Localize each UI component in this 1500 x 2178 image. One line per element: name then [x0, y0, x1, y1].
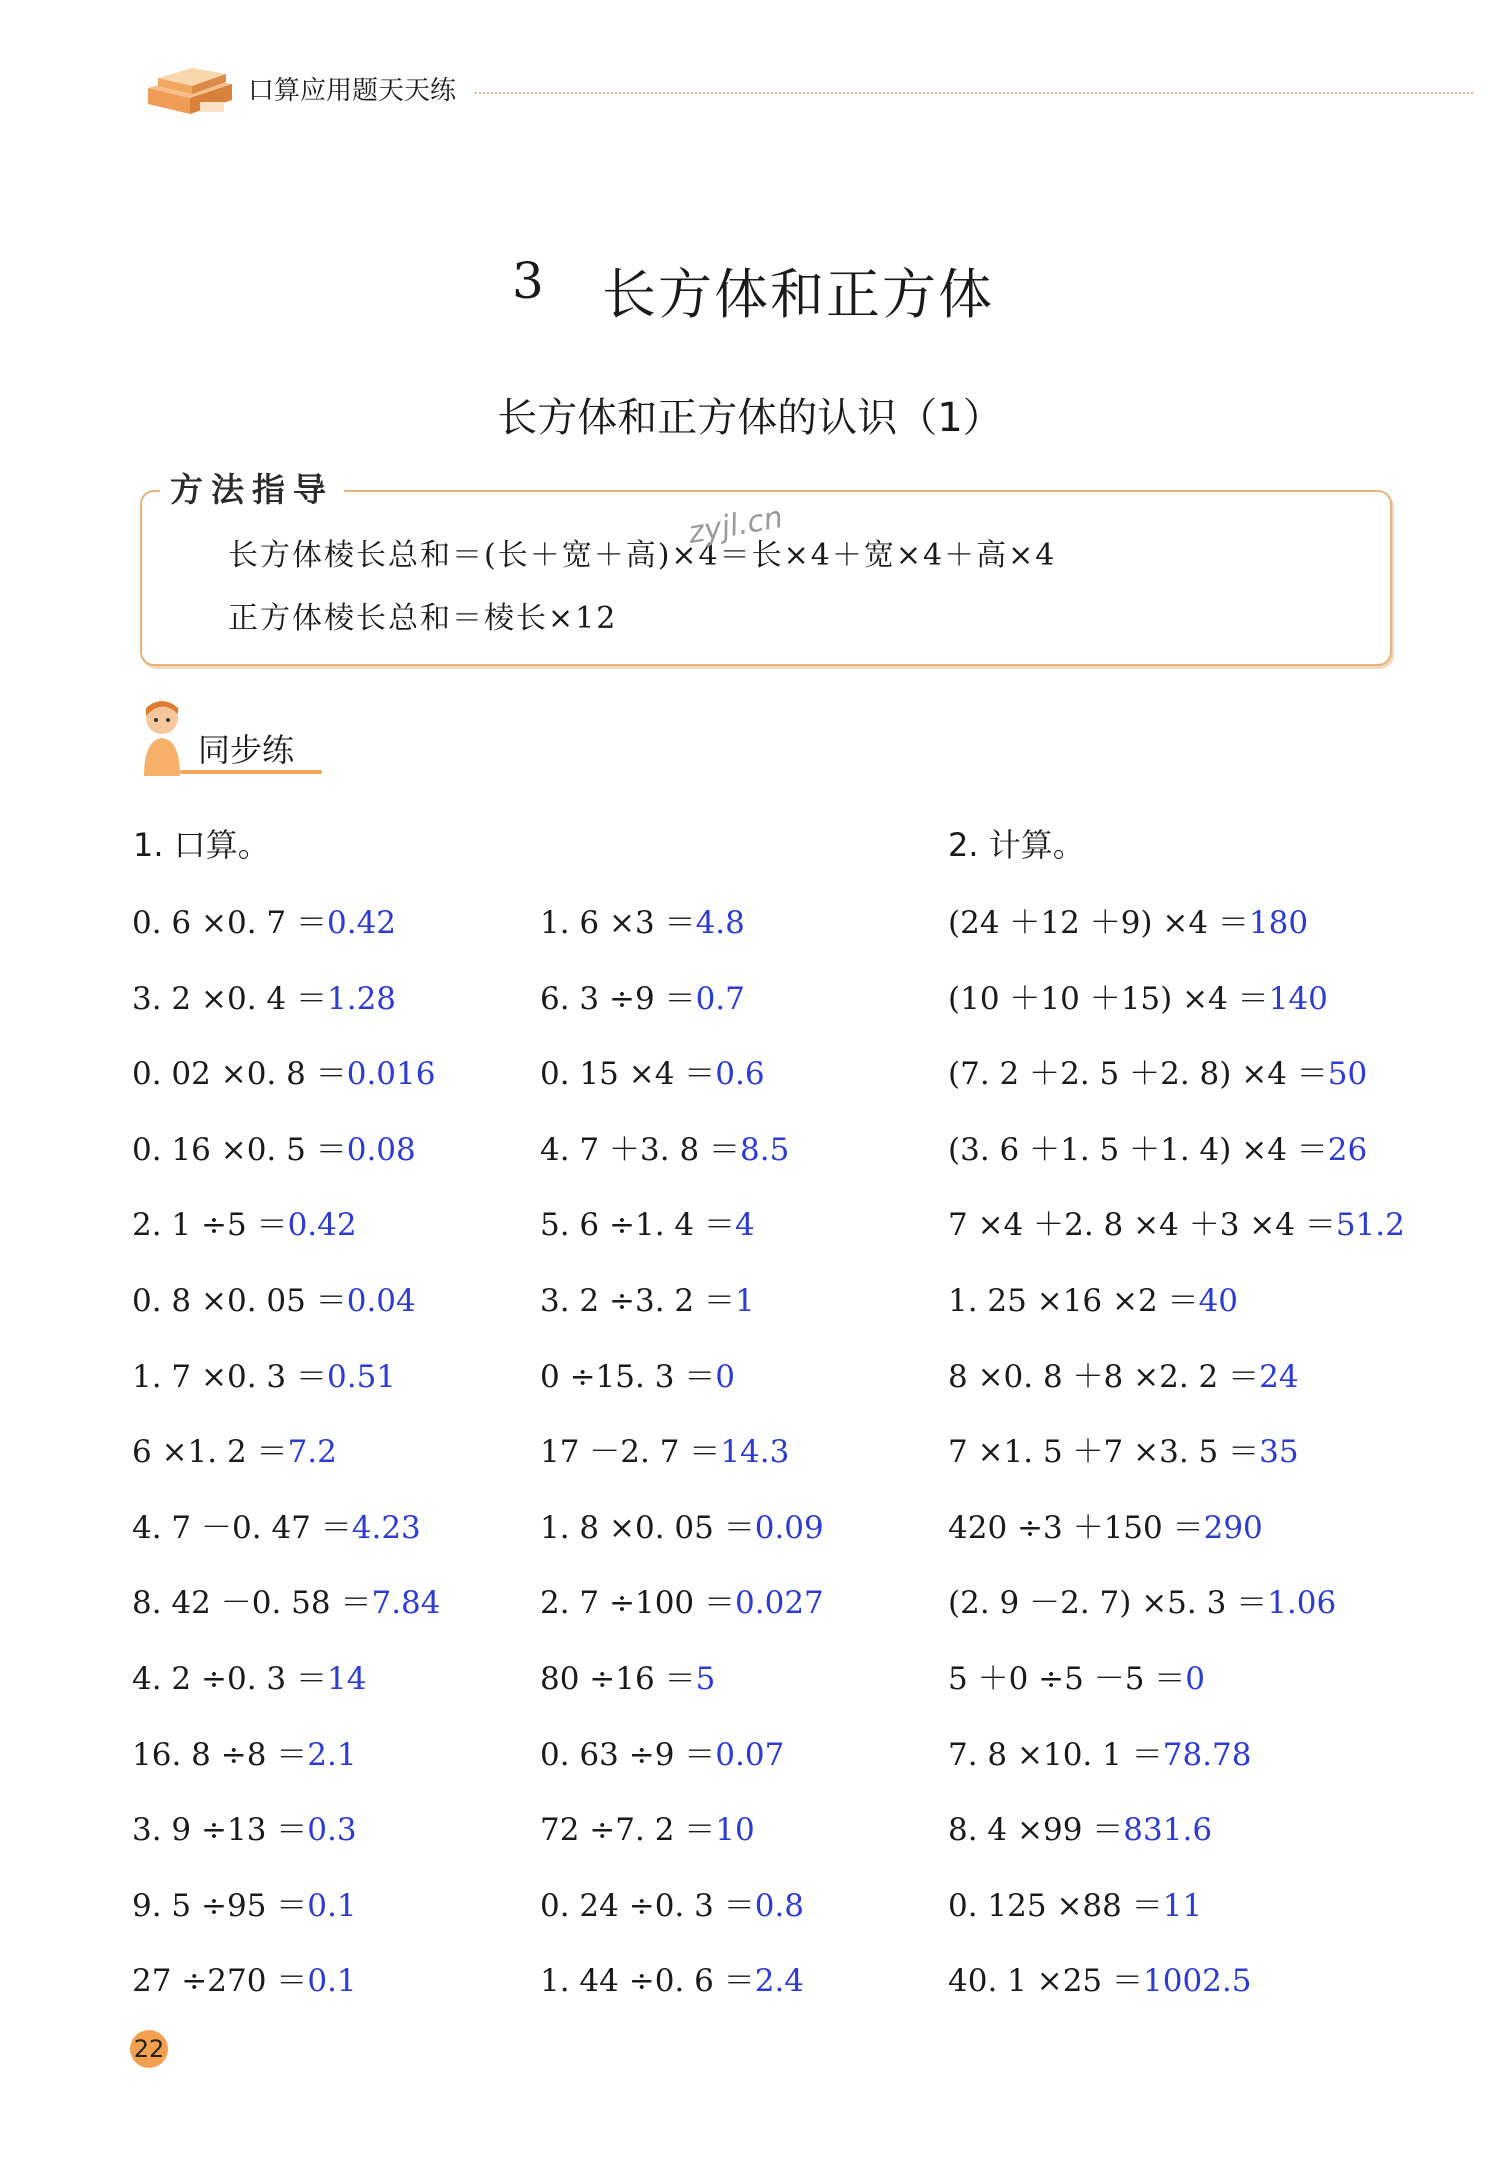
chapter-title: 长方体和正方体	[602, 263, 994, 326]
problem-row	[132, 1351, 396, 1396]
problem-answer: 10	[715, 1812, 755, 1848]
problem-row	[948, 1275, 1238, 1320]
problem-answer: 35	[1259, 1434, 1299, 1470]
problem-expression: 0. 125 ×88 ＝	[948, 1888, 1163, 1924]
problem-answer: 4.23	[351, 1510, 421, 1546]
problem-answer: 290	[1203, 1510, 1263, 1546]
problem-expression: 7 ×4 ＋2. 8 ×4 ＋3 ×4 ＝	[948, 1207, 1336, 1243]
problem-expression: 8. 4 ×99 ＝	[948, 1812, 1124, 1848]
problem-answer: 2.4	[754, 1963, 805, 1999]
problem-row	[132, 1653, 366, 1698]
problem-expression: 0. 6 ×0. 7 ＝	[132, 905, 327, 941]
chapter-number: 3	[512, 252, 544, 310]
problem-answer: 51.2	[1335, 1207, 1405, 1243]
problem-row	[540, 1729, 784, 1774]
problem-answer: 14.3	[720, 1434, 790, 1470]
problem-expression: 2. 1 ÷5 ＝	[132, 1207, 288, 1243]
problem-expression: 17 －2. 7 ＝	[540, 1434, 721, 1470]
problem-row	[540, 1275, 755, 1320]
problem-expression: 1. 25 ×16 ×2 ＝	[948, 1283, 1199, 1319]
problem-answer: 140	[1268, 981, 1328, 1017]
problem-expression: 27 ÷270 ＝	[132, 1963, 308, 1999]
problem-expression: 16. 8 ÷8 ＝	[132, 1737, 308, 1773]
header-divider	[475, 92, 1473, 94]
problem-row	[948, 1804, 1212, 1849]
problem-row	[540, 1955, 804, 2000]
problem-answer: 0.1	[307, 1888, 357, 1924]
problem-expression: (3. 6 ＋1. 5 ＋1. 4) ×4 ＝	[948, 1132, 1328, 1168]
problem-expression: 4. 7 －0. 47 ＝	[132, 1510, 352, 1546]
problem-row	[540, 1577, 824, 1622]
problem-row	[540, 1199, 755, 1244]
problem-row	[132, 1124, 416, 1169]
problem-expression: 4. 7 ＋3. 8 ＝	[540, 1132, 741, 1168]
problem-answer: 0.07	[715, 1737, 785, 1773]
problem-answer: 11	[1162, 1888, 1203, 1924]
problem-answer: 14	[327, 1661, 367, 1697]
problem-row	[948, 1351, 1299, 1396]
problem-expression: 0 ÷15. 3 ＝	[540, 1359, 716, 1395]
problem-row	[948, 973, 1328, 1018]
problem-row	[948, 1955, 1252, 2000]
problem-answer: 0.08	[346, 1132, 416, 1168]
problem-row	[132, 973, 396, 1018]
problem-row	[132, 1880, 357, 1925]
problem-row	[540, 1048, 765, 1093]
problem-expression: 1. 8 ×0. 05 ＝	[540, 1510, 755, 1546]
section-title: 长方体和正方体的认识（1）	[497, 395, 1003, 441]
problem-expression: 1. 44 ÷0. 6 ＝	[540, 1963, 755, 1999]
problem-answer: 0.1	[307, 1963, 357, 1999]
problem-row	[132, 1199, 357, 1244]
problem-expression: 0. 63 ÷9 ＝	[540, 1737, 716, 1773]
problem-row	[132, 1048, 435, 1093]
problem-expression: 1. 6 ×3 ＝	[540, 905, 696, 941]
problem-row	[540, 1351, 735, 1396]
problem-row	[948, 1653, 1205, 1698]
problem-answer: 1.28	[327, 981, 397, 1017]
cube-edge-formula: 正方体棱长总和＝棱长×12	[228, 601, 618, 636]
problem-row	[948, 1502, 1263, 1547]
problem-answer: 0.8	[754, 1888, 805, 1924]
problem-answer: 7.84	[371, 1585, 441, 1621]
problem-row	[132, 1502, 421, 1547]
student-icon	[138, 698, 186, 778]
problem-answer: 0.51	[327, 1359, 397, 1395]
cuboid-edge-formula: 长方体棱长总和＝(长＋宽＋高)×4＝长×4＋宽×4＋高×4	[228, 538, 1057, 573]
problem-expression: 6. 3 ÷9 ＝	[540, 981, 696, 1017]
problem-expression: (2. 9 －2. 7) ×5. 3 ＝	[948, 1585, 1268, 1621]
books-stack-icon	[140, 58, 245, 128]
problem-answer: 5	[695, 1661, 716, 1697]
problem-row	[132, 1275, 416, 1320]
problem-expression: 0. 02 ×0. 8 ＝	[132, 1056, 347, 1092]
problem-row	[540, 973, 745, 1018]
problem-answer: 831.6	[1123, 1812, 1213, 1848]
problem-row	[132, 1955, 357, 2000]
method-guide-label: 方法指导	[160, 464, 344, 511]
problem-answer: 0.6	[715, 1056, 765, 1092]
problem-expression: (10 ＋10 ＋15) ×4 ＝	[948, 981, 1269, 1017]
problem-row	[132, 897, 396, 942]
problem-answer: 24	[1259, 1359, 1299, 1395]
problem-expression: 4. 2 ÷0. 3 ＝	[132, 1661, 327, 1697]
problem-expression: 9. 5 ÷95 ＝	[132, 1888, 308, 1924]
problem-answer: 0	[1185, 1661, 1206, 1697]
watermark: zyjl.cn	[685, 499, 786, 552]
problem-answer: 1002.5	[1143, 1963, 1252, 1999]
problem-expression: 0. 16 ×0. 5 ＝	[132, 1132, 347, 1168]
problem-row	[132, 1426, 337, 1471]
problem-row	[132, 1577, 441, 1622]
problem-answer: 26	[1327, 1132, 1368, 1168]
problem-answer: 0.016	[346, 1056, 436, 1092]
problem-answer: 4.8	[695, 905, 745, 941]
problem-expression: 3. 2 ÷3. 2 ＝	[540, 1283, 735, 1319]
problem-expression: 1. 7 ×0. 3 ＝	[132, 1359, 327, 1395]
problem-row	[948, 1729, 1251, 1774]
question-1-heading: 1. 口算。	[133, 826, 270, 864]
book-title: 口算应用题天天练	[248, 76, 457, 106]
problem-answer: 2.1	[307, 1737, 357, 1773]
problem-row	[948, 1199, 1405, 1244]
problem-answer: 78.78	[1162, 1737, 1252, 1773]
problem-row	[540, 1880, 804, 1925]
problem-row	[540, 1426, 789, 1471]
problem-answer: 50	[1327, 1056, 1368, 1092]
problem-answer: 0.7	[695, 981, 745, 1017]
problem-answer: 0.42	[327, 905, 397, 941]
problem-row	[540, 1804, 755, 1849]
problem-answer: 0.027	[735, 1585, 824, 1621]
problem-answer: 40	[1198, 1283, 1239, 1319]
problem-answer: 0.04	[346, 1283, 416, 1319]
sync-practice-underline	[180, 770, 322, 774]
problem-expression: 0. 8 ×0. 05 ＝	[132, 1283, 347, 1319]
problem-expression: 0. 24 ÷0. 3 ＝	[540, 1888, 755, 1924]
problem-expression: 3. 2 ×0. 4 ＝	[132, 981, 327, 1017]
problem-answer: 0.3	[307, 1812, 357, 1848]
problem-answer: 0	[715, 1359, 736, 1395]
problem-expression: 0. 15 ×4 ＝	[540, 1056, 716, 1092]
problem-expression: 80 ÷16 ＝	[540, 1661, 696, 1697]
problem-expression: 6 ×1. 2 ＝	[132, 1434, 288, 1470]
problem-expression: 3. 9 ÷13 ＝	[132, 1812, 308, 1848]
problem-answer: 0.42	[287, 1207, 357, 1243]
problem-expression: 72 ÷7. 2 ＝	[540, 1812, 716, 1848]
problem-expression: 5 ＋0 ÷5 －5 ＝	[948, 1661, 1186, 1697]
problem-answer: 180	[1248, 905, 1309, 941]
problem-answer: 1.06	[1267, 1585, 1337, 1621]
page-number: 22	[130, 2030, 168, 2068]
problem-row	[948, 1124, 1367, 1169]
question-2-heading: 2. 计算。	[948, 826, 1085, 864]
problem-row	[948, 1426, 1299, 1471]
problem-row	[540, 1124, 789, 1169]
problem-expression: 5. 6 ÷1. 4 ＝	[540, 1207, 735, 1243]
problem-row	[948, 897, 1308, 942]
problem-expression: 7 ×1. 5 ＋7 ×3. 5 ＝	[948, 1434, 1260, 1470]
problem-answer: 4	[735, 1207, 755, 1243]
problem-expression: (7. 2 ＋2. 5 ＋2. 8) ×4 ＝	[948, 1056, 1328, 1092]
problem-row	[948, 1577, 1336, 1622]
problem-expression: 8. 42 －0. 58 ＝	[132, 1585, 372, 1621]
problem-answer: 8.5	[740, 1132, 790, 1168]
problem-answer: 1	[735, 1283, 755, 1319]
problem-row	[132, 1729, 357, 1774]
problem-row	[948, 1048, 1367, 1093]
problem-row	[948, 1880, 1202, 1925]
problem-expression: 7. 8 ×10. 1 ＝	[948, 1737, 1163, 1773]
problem-expression: 420 ÷3 ＋150 ＝	[948, 1510, 1204, 1546]
sync-practice-label: 同步练	[198, 731, 295, 769]
problem-row	[132, 1804, 357, 1849]
problem-row	[540, 897, 745, 942]
problem-expression: 40. 1 ×25 ＝	[948, 1963, 1144, 1999]
problem-expression: 8 ×0. 8 ＋8 ×2. 2 ＝	[948, 1359, 1260, 1395]
problem-expression: (24 ＋12 ＋9) ×4 ＝	[948, 905, 1249, 941]
problem-row	[540, 1653, 715, 1698]
problem-expression: 2. 7 ÷100 ＝	[540, 1585, 736, 1621]
problem-answer: 7.2	[287, 1434, 337, 1470]
problem-answer: 0.09	[754, 1510, 824, 1546]
problem-row	[540, 1502, 824, 1547]
